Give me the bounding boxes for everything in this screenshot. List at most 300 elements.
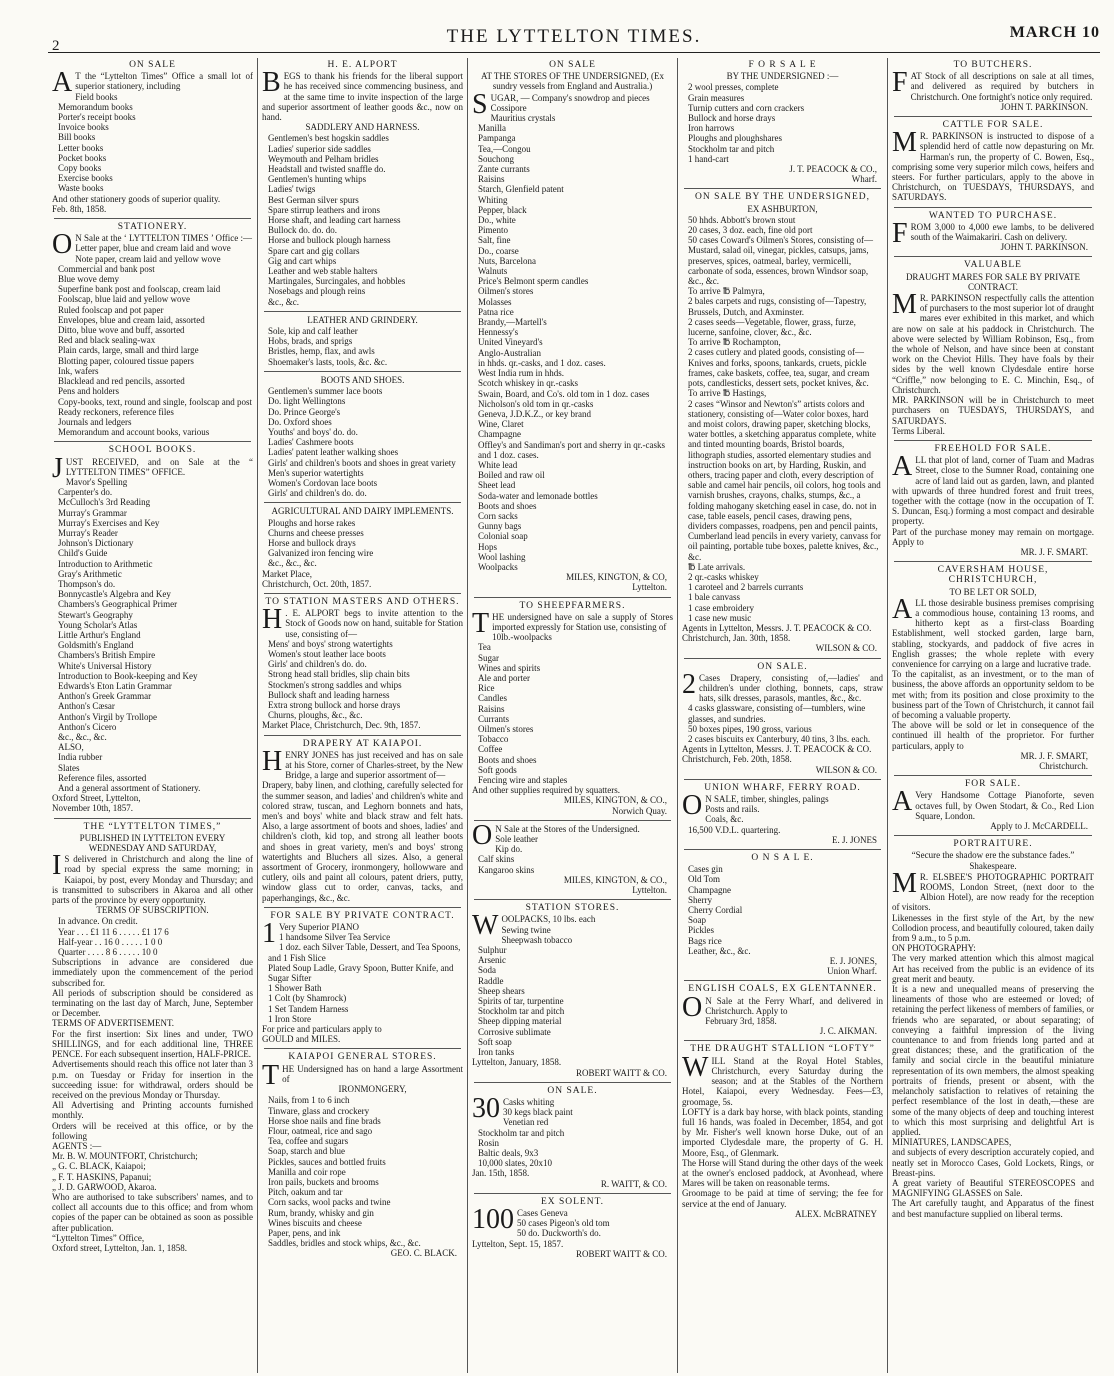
list-item: Tea,—Congou xyxy=(478,143,531,154)
ad-heading: ENGLISH COALS, EX GLENTANNER. xyxy=(688,984,877,995)
advertisement xyxy=(892,775,1094,831)
list-item: Flour, oatmeal, rice and sago xyxy=(268,1125,373,1136)
list-item: Scotch whiskey in qr.-casks xyxy=(478,378,578,389)
advertisement xyxy=(682,779,883,845)
list-item: Do., white xyxy=(478,215,516,226)
list-item: Souchong xyxy=(478,153,514,164)
ad-body xyxy=(892,451,1094,527)
masthead xyxy=(48,24,1100,54)
advertisement xyxy=(262,907,463,1045)
list-item: 2 bales carpets and rugs, consisting of—Tapestry, Brussels, Dutch, and Axminster. xyxy=(688,296,867,317)
list-item: Ploughs and ploughshares xyxy=(688,133,782,144)
ad-lead-text: N Sale at the ‘ LYTTELTON TIMES ’ Office :— xyxy=(75,233,253,244)
ad-heading: STATIONERY. xyxy=(117,222,188,233)
list-item: White's Universal History xyxy=(58,660,152,671)
list-item: 2 wool presses, complete xyxy=(688,82,779,93)
ad-text-line: Likenesses in the first style of the Art, by the new Collodion process, and beautifully coloured, taken daily from 9 a.m., to 5 p.m. xyxy=(892,912,1094,944)
list-item: Boots and shoes xyxy=(478,500,537,511)
list-item: 1 doz. each Silver Table, Dessert, and Tea Spoons, and 1 Fish Slice xyxy=(268,942,461,963)
list-item: Churns and cheese presses xyxy=(268,527,364,538)
list-item: Gentlemen's summer lace boots xyxy=(268,386,383,397)
ad-text-line: TERMS OF ADVERTISEMENT. xyxy=(52,1018,175,1029)
list-item: Brandy,—Martell's xyxy=(478,317,547,328)
ad-body xyxy=(892,786,1094,821)
advertisement xyxy=(262,1048,463,1258)
list-item: Edwards's Eton Latin Grammar xyxy=(58,680,172,691)
list-item: Chambers's British Empire xyxy=(58,650,156,661)
advertisement xyxy=(472,899,673,1077)
item-list xyxy=(58,243,253,437)
list-item: Pocket books xyxy=(58,152,107,163)
list-item: Rice xyxy=(478,683,495,694)
ad-subheading: PUBLISHED IN LYTTELTON EVERY WEDNESDAY AND SATURDAY, xyxy=(79,832,226,854)
ad-text-line: Oxford street, Lyttelton, Jan. 1, 1858. xyxy=(52,1242,187,1253)
list-item: Invoice books xyxy=(58,122,109,133)
list-item: Cossipore xyxy=(490,102,527,113)
item-list xyxy=(268,518,463,569)
item-list xyxy=(58,92,253,194)
item-list xyxy=(268,639,463,721)
list-item: Baltic deals, 9x3 xyxy=(478,1147,539,1158)
ad-heading: DRAPERY AT KAIAPOI. xyxy=(302,738,423,749)
list-item: Do. Prince George's xyxy=(268,406,341,417)
drop-capital: J xyxy=(52,452,63,484)
list-item: Paper, pens, and ink xyxy=(268,1227,341,1238)
list-item: Spirits of tar, turpentine xyxy=(478,996,564,1007)
advertisement xyxy=(892,256,1094,435)
list-item: Shoemaker's lasts, tools, &c. &c. xyxy=(268,356,388,367)
ad-divider xyxy=(474,899,671,900)
drop-capital: H xyxy=(262,604,283,636)
ad-text-line: And other stationery goods of superior quality. xyxy=(52,193,221,204)
list-item: Zante currants xyxy=(478,164,530,175)
drop-capital: M xyxy=(892,867,917,899)
ad-divider xyxy=(264,907,461,908)
ad-divider xyxy=(54,441,251,442)
list-item: Slates xyxy=(58,762,80,773)
list-item: Blacklead and red pencils, assorted xyxy=(58,376,185,387)
drop-capital: M xyxy=(892,127,917,159)
list-item: Best German silver spurs xyxy=(268,194,359,205)
list-item: Gray's Arithmetic xyxy=(58,568,122,579)
ad-signature: ROBERT WAITT & CO. xyxy=(576,1248,667,1259)
ad-signature: MR. J. F. SMART, xyxy=(1020,750,1088,761)
list-item: In advance. On credit. xyxy=(58,916,138,927)
ad-heading: THE DRAUGHT STALLION “LOFTY” xyxy=(690,1044,875,1055)
list-item: Nicholson's old tom in qr.-casks xyxy=(478,398,594,409)
list-item: Anglo-Australian xyxy=(478,347,541,358)
list-item: Johnson's Dictionary xyxy=(58,538,134,549)
advertisement xyxy=(52,218,253,437)
ad-divider xyxy=(264,1048,461,1049)
ad-text-line: Orders will be received at this office, or by the following xyxy=(52,1120,253,1141)
list-item: United Vineyard's xyxy=(478,337,543,348)
issue-date: MARCH 10 xyxy=(1009,24,1100,41)
ad-place: Lyttelton. xyxy=(632,885,667,896)
drop-capital: F xyxy=(892,67,908,99)
ad-text-line: Groomage to be paid at time of serving; the fee for service at the end of January. xyxy=(682,1188,883,1209)
ad-divider xyxy=(894,440,1092,441)
ad-divider xyxy=(894,775,1092,776)
ad-text-line: And other supplies required by squatters. xyxy=(472,785,620,796)
ad-signature: ALEX. McBRATNEY xyxy=(795,1208,877,1219)
list-item: To arrive ℔ Palmyra, xyxy=(688,286,765,297)
list-item: Iron harrows xyxy=(688,123,735,134)
item-list xyxy=(58,477,253,793)
list-item: Ploughs and horse rakes xyxy=(268,517,356,528)
list-item: Horse and bullock plough harness xyxy=(268,235,391,246)
list-item: Oilmen's stores xyxy=(478,286,534,297)
list-item: 2 cases cutlery and plated goods, consisting of—Knives and forks, spoons, tankards, cruets, pickle frames, cake baskets, coffee, tea, sugar, and cream pots, candlesticks, dessert sets, pocket knives, &c. xyxy=(688,347,870,389)
list-item: Copy-books, text, round and single, foolscap and post xyxy=(58,396,252,407)
list-item: Geneva, J.D.K.Z., or key brand xyxy=(478,408,591,419)
drop-capital: F xyxy=(892,217,908,249)
list-item: Soda xyxy=(478,965,496,976)
advertisement xyxy=(892,561,1094,771)
ad-text-line: „ F. T. HASKINS, Papanui; xyxy=(52,1171,152,1182)
ad-section-heading: LEATHER AND GRINDERY. xyxy=(307,314,418,325)
ad-text-line: Christchurch, Oct. 20th, 1857. xyxy=(262,578,372,589)
ad-text-line: „ G. C. BLACK, Kaiapoi; xyxy=(52,1161,146,1172)
advertisement xyxy=(52,818,253,1254)
advertisement xyxy=(682,980,883,1036)
ad-lead-text: N SALE, timber, shingles, palings xyxy=(705,794,829,805)
drop-capital: O xyxy=(472,819,493,851)
ad-body xyxy=(262,67,463,123)
list-item: West India rum in hhds. xyxy=(478,368,565,379)
list-item: Oilmen's stores xyxy=(478,724,534,734)
ad-text-line: The Art carefully taught, and Apparatus of the finest and best manufacture supplied on liberal terms. xyxy=(892,1198,1094,1219)
list-item: Gentlemen's best hogskin saddles xyxy=(268,133,389,144)
list-item: Child's Guide xyxy=(58,548,108,559)
list-item: Letter books xyxy=(58,142,104,153)
list-item: Calf skins xyxy=(478,854,515,865)
ad-text-line: To the capitalist, as an investment, or to the man of business, the above affords an opportunity seldom to be met with; from its position and close proximity to the business part of the Town of Christchurch, it cannot fail of becoming a valuable property. xyxy=(892,669,1094,720)
list-item: Mauritius crystals xyxy=(490,113,556,124)
ad-text-line: Feb. 8th, 1858. xyxy=(52,203,107,214)
ad-heading: SCHOOL BOOKS. xyxy=(108,445,197,456)
list-item: 1 Iron Store xyxy=(268,1013,311,1024)
ad-signature: E. J. JONES xyxy=(831,834,877,845)
list-item: 50 boxes pipes, 190 gross, various xyxy=(688,723,812,734)
ad-heading: PORTRAITURE. xyxy=(953,839,1033,850)
list-item: Plain cards, large, small and third large xyxy=(58,345,199,356)
ad-signature: JOHN T. PARKINSON. xyxy=(1000,101,1088,112)
list-item: Sulphur xyxy=(478,945,507,956)
ad-divider xyxy=(474,1082,671,1083)
list-item: Starch, Glenfield patent xyxy=(478,184,564,195)
list-item: Bristles, hemp, flax, and awls xyxy=(268,346,375,357)
list-item: Sewing twine xyxy=(501,924,551,935)
advertisement xyxy=(892,207,1094,253)
ad-lead-text: EGS to thank his friends for the liberal support he has received since commencing business, and at the same time to invite inspection of the large and superior assortment of leather goods &c., now on hand. xyxy=(262,71,463,123)
list-item: Note paper, cream laid and yellow wove xyxy=(75,253,221,264)
drop-capital: W xyxy=(682,1051,709,1083)
ad-text-line: All Advertising and Printing accounts furnished monthly. xyxy=(52,1100,253,1121)
list-item: Stockholm tar and pitch xyxy=(478,1127,565,1138)
list-item: Tea xyxy=(478,642,491,653)
list-item: 1 case embroidery xyxy=(688,602,754,613)
ad-signature: WILSON & CO. xyxy=(815,764,877,775)
ad-text-line: Agents in Lyttelton, Messrs. J. T. PEACOCK & CO. xyxy=(682,744,872,755)
list-item: Extra strong bullock and horse drays xyxy=(268,699,401,710)
advertisement xyxy=(682,60,883,184)
list-item: Red and black sealing-wax xyxy=(58,335,156,346)
drop-capital: W xyxy=(472,910,499,942)
list-item: Memorandum books xyxy=(58,101,133,112)
list-item: Pitch, oakum and tar xyxy=(268,1187,343,1198)
ad-heading: KAIAPOI GENERAL STORES. xyxy=(288,1052,437,1063)
list-item: Old Tom xyxy=(688,874,720,885)
list-item: Ale and porter xyxy=(478,672,530,683)
list-item: Journals and ledgers xyxy=(58,416,132,427)
ad-signature: Apply to J. McCARDELL. xyxy=(990,821,1088,832)
ad-lead-text: LL those desirable business premises comprising a commodious house, containing 13 rooms, and hitherto kept as a first-class Boarding Establishment, well stocked garden, large barn, stabling, stockyards, and paddock of five acres in English grasses; the whole replete with every convenience for carrying on a large and lucrative trade. xyxy=(892,597,1094,669)
list-item: 10lb.-woolpacks xyxy=(492,632,552,643)
list-item: Anthon's Cicero xyxy=(58,721,117,732)
ad-signature: R. WAITT, & CO. xyxy=(600,1178,667,1189)
ad-text-line: LOFTY is a dark bay horse, with black points, standing full 16 hands, was foaled in December, 1854, and got by Mr. Fisher's well known horse Duke, out of an imported Clydesdale mare, the property of G. H. Moore, Esq., of Glenmark. xyxy=(682,1106,883,1158)
list-item: Weymouth and Pelham bridles xyxy=(268,153,379,164)
ad-heading: ON SALE xyxy=(549,60,596,70)
ad-text-line: and subjects of every description accurately copied, and neatly set in Morocco Cases, Gold Lockets, Rings, or Breast-pins. xyxy=(892,1147,1094,1178)
ad-lead-text: S delivered in Christchurch and along the line of road by special express the same morning; in Kaiapoi, by post, every Monday and Thursday; and is transmitted to subscribers in Akaroa and all other parts of the province by every opportunity. xyxy=(52,854,253,906)
list-item: Exercise books xyxy=(58,173,113,184)
ad-text-line: The very marked attention which this almost magical Art has received from the public is an evidence of its great merit and beauty. xyxy=(892,953,1094,984)
list-item: Tobacco xyxy=(478,734,509,745)
ad-heading: TO STATION MASTERS AND OTHERS. xyxy=(265,596,460,607)
list-item: Mens' and boys' strong watertights xyxy=(268,638,393,649)
list-item: 4 casks glassware, consisting of—tumblers, wine glasses, and sundries. xyxy=(688,703,866,724)
list-item: Woolpacks xyxy=(478,561,518,572)
ad-divider xyxy=(474,597,671,598)
item-list xyxy=(478,632,673,785)
list-item: Anthon's Greek Grammar xyxy=(58,691,152,702)
list-item: Boots and shoes xyxy=(478,754,537,765)
advertisement xyxy=(472,1193,673,1259)
list-item: To arrive ℔ Rochampton, xyxy=(688,337,781,348)
list-item: Candles xyxy=(478,693,507,704)
list-item: 50 do. Duckworth's do. xyxy=(517,1228,601,1239)
ad-text-line: MR. PARKINSON will be in Christchurch to meet purchasers on TUESDAYS, THURSDAYS, and SATURDAYS. xyxy=(892,395,1094,426)
list-item: Stockholm tar and pitch xyxy=(478,1006,565,1017)
item-list xyxy=(268,1095,463,1248)
ad-place: Lyttelton. xyxy=(632,582,667,593)
list-item: Horse shaft, and leading cart harness xyxy=(268,215,401,226)
ad-heading: FOR SALE BY PRIVATE CONTRACT. xyxy=(270,910,455,921)
list-item: Youths' and boys' do. do. xyxy=(268,426,358,437)
ad-text-line: Christchurch, Jan. 30th, 1858. xyxy=(682,633,791,644)
ad-body xyxy=(892,593,1094,669)
list-item: Iron tanks xyxy=(478,1047,515,1058)
list-item: White lead xyxy=(478,459,518,470)
list-item: Soap, starch and blue xyxy=(268,1146,345,1157)
list-item: Raddle xyxy=(478,975,504,986)
list-item: Soft soap xyxy=(478,1036,512,1047)
ad-text-line: Subscriptions in advance are considered due immediately upon the commencement of the period subscribed for. xyxy=(52,957,253,988)
list-item: Girls' and children's do. do. xyxy=(268,488,367,499)
advertisement xyxy=(472,1082,673,1189)
ad-divider xyxy=(684,779,881,780)
list-item: Chambers's Geographical Primer xyxy=(58,599,178,610)
advertisement xyxy=(682,1040,883,1218)
list-item: 1 Set Tandem Harness xyxy=(268,1003,349,1014)
ad-text-line: Advertisements should reach this office not later than 3 p.m. on Tuesday or Friday for insertion in the succeeding issue: for withdrawal, orders should be received on the previous Monday or Thursday. xyxy=(52,1059,253,1100)
ad-lead-text: Very Handsome Cottage Pianoforte, seven octaves full, by Owen Stodart, & Co., Red Lion Square, London. xyxy=(915,790,1094,821)
list-item: Plated Soup Ladle, Gravy Spoon, Butter Knife, and Sugar Sifter xyxy=(268,962,454,984)
item-list xyxy=(478,1107,673,1168)
ad-body xyxy=(682,1051,883,1107)
drop-capital: 30 xyxy=(472,1092,500,1124)
list-item: Pickles xyxy=(688,925,714,936)
list-item: 16,500 V.D.L. quartering. xyxy=(688,824,781,835)
ad-divider xyxy=(54,218,251,219)
list-item: Tinware, glass and crockery xyxy=(268,1105,370,1116)
list-item: Hops xyxy=(478,541,498,552)
ad-text-line: “Lyttelton Times” Office, xyxy=(52,1232,145,1243)
ad-signature: J. C. AIKMAN. xyxy=(819,1026,877,1037)
list-item: Half-year . . 16 0 . . . . . 1 0 0 xyxy=(58,936,163,947)
list-item: 2 cases biscuits ex Canterbury, 40 tins, 3 lbs. each. xyxy=(688,734,871,744)
ad-lead-text: ENRY JONES has just received and has on sale at his Store, corner of Charles-street, by the New Bridge, a large and superior assortment of— xyxy=(285,749,463,781)
ad-text-line: All periods of subscription should be considered as terminating on the last day of March, June, September or December. xyxy=(52,987,253,1019)
list-item: Murray's Grammar xyxy=(58,507,127,518)
ad-body xyxy=(682,668,883,704)
ad-text-line: The Horse will Stand during the other days of the week at the owner's enclosed paddock, at Avonhead, where Mares will be taken on reasonable terms. xyxy=(682,1157,883,1189)
list-item: Blue wove demy xyxy=(58,274,119,285)
ad-divider xyxy=(264,735,461,736)
list-item: Quarter . . . . 8 6 . . . . . 10 0 xyxy=(58,947,158,958)
list-item: Nuts, Barcelona xyxy=(478,255,536,266)
list-item: Envelopes, blue and cream laid, assorted xyxy=(58,314,205,325)
column-4 xyxy=(678,58,888,1373)
ad-lead-text: Very Superior PIANO xyxy=(279,922,359,933)
ad-divider xyxy=(684,1040,881,1041)
ad-heading: ON SALE. xyxy=(757,661,808,672)
list-item: Wines and spirits xyxy=(478,662,541,673)
ad-signature: MILES, KINGTON, & CO, xyxy=(566,572,667,583)
ad-lead-text: N Sale at the Ferry Wharf, and delivered in Christchurch. Apply to xyxy=(705,995,883,1016)
ad-lead-text: R. ELSBEE'S PHOTOGRAPHIC PORTRAIT ROOMS, London Street, (next door to the Albion Hotel), are now ready for the reception of visitors. xyxy=(892,871,1094,913)
ad-subheading: “Secure the shadow ere the substance fades.” Shakespeare. xyxy=(911,850,1075,871)
list-item: Horse and bullock drays xyxy=(268,537,356,548)
ad-heading: O N S A L E. xyxy=(751,853,814,864)
ad-text-line: November 10th, 1857. xyxy=(52,803,133,814)
list-item: Churns, ploughs, &c., &c. xyxy=(268,710,363,721)
ad-lead-text: UGAR, — Company's snowdrop and pieces xyxy=(490,92,650,103)
list-item: &c., &c., &c. xyxy=(58,732,107,742)
ad-signature: E. J. JONES, xyxy=(829,956,877,967)
advertisement xyxy=(892,60,1094,112)
list-item: Offley's and Sandiman's port and sherry in qr.-casks and 1 doz. cases. xyxy=(478,439,666,460)
list-item: Men's superior watertights xyxy=(268,467,364,478)
list-item: Hobs, brads, and sprigs xyxy=(268,336,353,347)
list-item: Sheepwash tobacco xyxy=(501,934,573,945)
drop-capital: H xyxy=(262,745,283,777)
ad-lead-text: ROM 3,000 to 4,000 ewe lambs, to be delivered south of the Waimakariri. Cash on delivery. xyxy=(910,221,1094,243)
advertisement xyxy=(472,597,673,816)
list-item: Introduction to Book-keeping and Key xyxy=(58,670,198,681)
ad-body xyxy=(892,127,1094,203)
list-item: 50 cases Pigeon's old tom xyxy=(517,1218,610,1229)
item-list xyxy=(58,916,253,957)
list-item: 2 qr.-casks whiskey xyxy=(688,571,759,582)
list-item: Cherry Cordial xyxy=(688,905,743,916)
ad-heading: VALUABLE xyxy=(964,260,1022,271)
list-item: Wines biscuits and cheese xyxy=(268,1217,362,1228)
list-item: 50 cases Coward's Oilmen's Stores, consisting of—Mustard, salad oil, vinegar, pickles, catsups, jams, preserves, spices, oatmeal, barley, vermicelli, carbonate of soda, essences, brown Windsor soap, &c., &c. xyxy=(688,235,873,287)
item-list xyxy=(268,133,463,306)
list-item: Kangaroo skins xyxy=(478,864,535,875)
ad-heading: UNION WHARF, FERRY ROAD. xyxy=(704,782,861,793)
ad-divider xyxy=(264,502,461,503)
ad-text-line: A great variety of Beautiful STEREOSCOPES and MAGNIFYING GLASSES on Sale. xyxy=(892,1177,1094,1199)
list-item: Field books xyxy=(75,91,118,102)
masthead-rule xyxy=(48,52,1100,53)
drop-capital: A xyxy=(52,67,73,99)
ad-lead-text: Cases Geneva xyxy=(517,1207,568,1218)
ad-text-line: Part of the purchase money may remain on mortgage. Apply to xyxy=(892,526,1094,547)
ad-lead-text: Casks whiting xyxy=(503,1096,555,1107)
list-item: Stewart's Geography xyxy=(58,609,133,620)
list-item: Nails, from 1 to 6 inch xyxy=(268,1095,350,1106)
ad-lead-text: LL that plot of land, corner of Tuam and Madras Street, close to the Sumner Road, containing one acre of land laid out as garden, lawn, and planted with upwards of three hundred forest and fruit trees, together with the cottage (now in the occupation of T. S. Duncan, Esq.) forming a most compact and desirable property. xyxy=(892,455,1094,527)
list-item: &c., &c. xyxy=(268,296,299,307)
ad-heading: CAVERSHAM HOUSE, CHRISTCHURCH, xyxy=(937,565,1049,586)
ad-divider xyxy=(264,593,461,594)
list-item: Champagne xyxy=(478,429,521,440)
ad-text-line: GOULD and MILES. xyxy=(262,1034,341,1045)
list-item: Corn sacks xyxy=(478,510,518,521)
ad-heading: TO BUTCHERS. xyxy=(953,60,1033,70)
list-item: Mavor's Spelling xyxy=(65,476,128,487)
drop-capital: M xyxy=(892,289,917,321)
list-item: 1 hand-cart xyxy=(688,153,729,164)
ad-heading: STATION STORES. xyxy=(525,903,620,914)
list-item: Bill books xyxy=(58,132,96,143)
list-item: Price's Belmont sperm candles xyxy=(478,276,589,287)
list-item: Corrosive sublimate xyxy=(478,1026,551,1037)
ad-lead-text: AT Stock of all descriptions on sale at all times, and delivered as required by butchers in Christchurch. One fortnight's notice only required. xyxy=(910,71,1094,102)
list-item: Gunny bags xyxy=(478,521,522,532)
ad-divider xyxy=(684,849,881,850)
list-item: 30 kegs black paint xyxy=(503,1107,573,1118)
ad-subheading: AT THE STORES OF THE UNDERSIGNED, (Ex sundry vessels from England and Australia.) xyxy=(480,71,665,92)
list-item: Walnuts xyxy=(478,266,508,277)
drop-capital: A xyxy=(892,786,913,818)
ad-signature: MILES, KINGTON, & CO., xyxy=(563,874,667,885)
list-item: Soda-water and lemonade bottles xyxy=(478,490,598,501)
advertisement xyxy=(262,371,463,498)
advertisement xyxy=(892,440,1094,557)
list-item: Manilla xyxy=(478,123,506,134)
column-2 xyxy=(258,58,468,1373)
list-item: Sheep dipping material xyxy=(478,1016,562,1027)
list-item: Turnip cutters and corn crackers xyxy=(688,102,805,113)
ad-text-line: Oxford Street, Lyttelton, xyxy=(52,793,141,804)
list-item: Tea, coffee and sugars xyxy=(268,1136,349,1147)
advertisement xyxy=(892,835,1094,1219)
list-item: Spare stirrup leathers and irons xyxy=(268,204,380,215)
list-item: Grain measures xyxy=(688,92,745,103)
list-item: Sugar xyxy=(478,652,499,663)
list-item: Boiled and raw oil xyxy=(478,470,545,481)
list-item: Do. light Wellingtons xyxy=(268,396,346,407)
ad-section-heading: TERMS OF SUBSCRIPTION. xyxy=(96,905,209,916)
list-item: Raisins xyxy=(478,703,505,714)
advertisement xyxy=(262,735,463,903)
advertisement xyxy=(472,820,673,895)
